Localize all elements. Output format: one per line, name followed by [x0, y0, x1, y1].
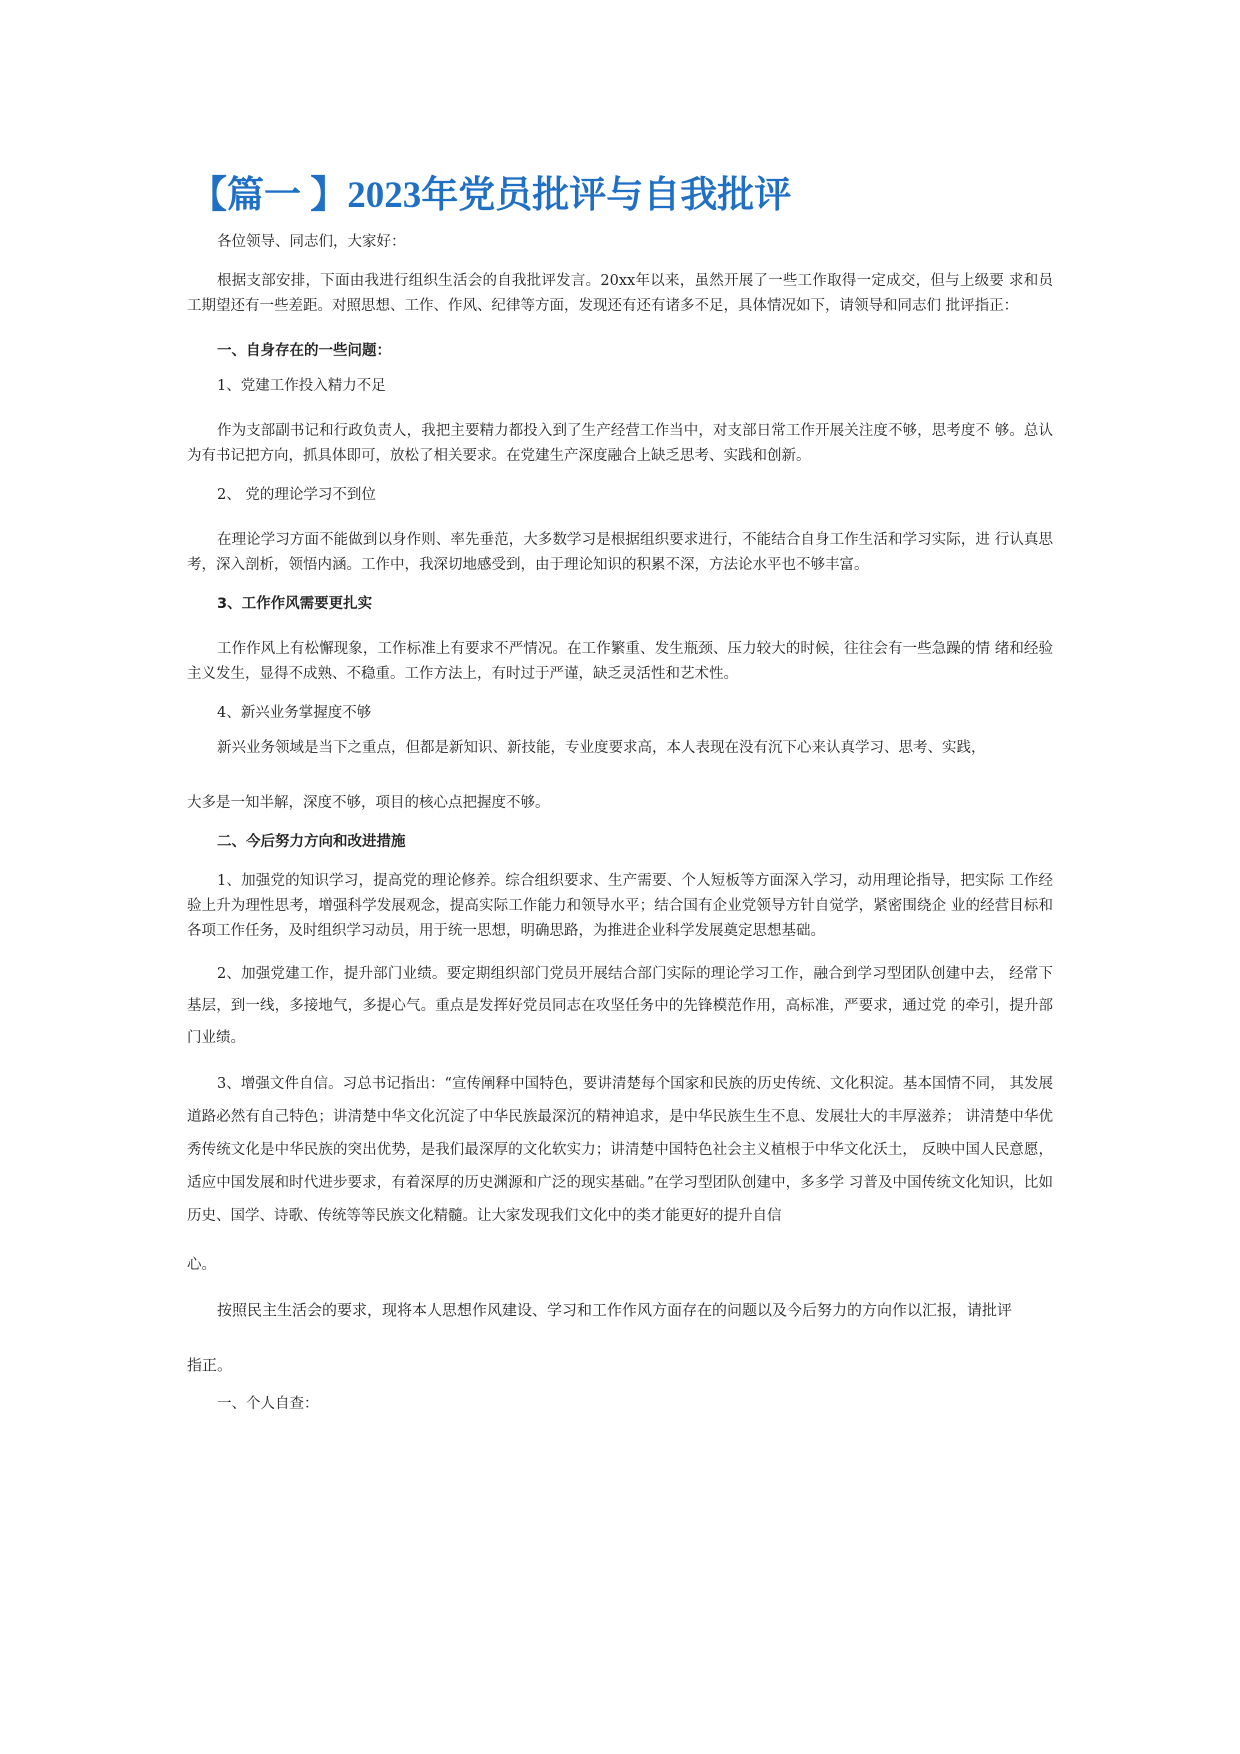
item1-title: 1、党建工作投入精力不足: [217, 378, 386, 394]
item1-paragraph: 作为支部副书记和行政负责人，我把主要精力都投入到了生产经营工作当中，对支部日常工作开展关注度不够，思考度不 够。总认为有书记把方向，抓具体即可，放松了相关要求。在党建生产深度融合上缺乏思考、实践和创新。: [187, 423, 1053, 464]
section1-heading: 一、自身存在的一些问题：: [217, 343, 391, 359]
document-body: [187, 230, 1053, 1417]
item4-paragraph-b: 大多是一知半解，深度不够，项目的核心点把握度不够。: [187, 795, 550, 811]
closing-paragraph-b: 指正。: [187, 1356, 233, 1374]
self-check-heading: 一、个人自查：: [217, 1396, 319, 1412]
intro-paragraph: 根据支部安排，下面由我进行组织生活会的自我批评发言。20xx年以来，虽然开展了一些工作取得一定成交，但与上级要 求和员工期望还有一些差距。对照思想、工作、作风、纪律等方面，发现还有还有诸多不足，具体情况如下，请领导和同志们 批评指正：: [187, 273, 1053, 314]
measure3-paragraph: 3、增强文件自信。习总书记指出：“宣传阐释中国特色，要讲清楚每个国家和民族的历史传统、文化积淀。基本国情不同， 其发展道路必然有自己特色；讲清楚中华文化沉淀了中华民族最深沉的精神追求，是中华民族生生不息、发展壮大的丰厚滋养； 讲清楚中华优秀传统文化是中华民族的突出优势，是我们最深厚的文化软实力；讲清楚中国特色社会主义植根于中华文化沃土， 反映中国人民意愿，适应中国发展和时代进步要求，有着深厚的历史渊源和广泛的现实基础。”在学习型团队创建中，多多学 习普及中国传统文化知识，比如历史、国学、诗歌、传统等等民族文化精髓。让大家发现我们文化中的类才能更好的提升自信: [187, 1076, 1053, 1224]
document-title: 【篇一 】2023年党员批评与自我批评: [190, 175, 792, 216]
closing-paragraph-a: 按照民主生活会的要求，现将本人思想作风建设、学习和工作作风方面存在的问题以及今后努力的方向作以汇报，请批评: [217, 1301, 1013, 1319]
item2-title: 2、 党的理论学习不到位: [217, 487, 376, 503]
measure1-paragraph: 1、加强党的知识学习，提高党的理论修养。综合组织要求、生产需要、个人短板等方面深入学习，动用理论指导，把实际 工作经验上升为理性思考，增强科学发展观念，提高实际工作能力和领导水平；结合国有企业党领导方针自觉学，紧密围绕企 业的经营目标和各项工作任务，及时组织学习动员，用于统一思想，明确思路，为推进企业科学发展奠定思想基础。: [187, 873, 1053, 939]
item3-paragraph: 工作作风上有松懈现象，工作标准上有要求不严情况。在工作繁重、发生瓶颈、压力较大的时候，往往会有一些急躁的情 绪和经验主义发生，显得不成熟、不稳重。工作方法上，有时过于严谨，缺乏灵活性和艺术性。: [187, 641, 1053, 682]
item4-paragraph-a: 新兴业务领域是当下之重点，但都是新知识、新技能，专业度要求高，本人表现在没有沉下心来认真学习、思考、实践，: [217, 740, 986, 756]
section2-heading: 二、今后努力方向和改进措施: [217, 834, 406, 850]
item2-paragraph: 在理论学习方面不能做到以身作则、率先垂范，大多数学习是根据组织要求进行，不能结合自身工作生活和学习实际，进 行认真思考，深入剖析，领悟内涵。工作中，我深切地感受到，由于理论知识的积累不深，方法论水平也不够丰富。: [187, 532, 1053, 573]
greeting: 各位领导、同志们，大家好：: [217, 234, 406, 250]
measure3-end: 心。: [187, 1257, 216, 1273]
measure2-paragraph: 2、加强党建工作，提升部门业绩。要定期组织部门党员开展结合部门实际的理论学习工作，融合到学习型团队创建中去， 经常下基层，到一线，多接地气，多提心气。重点是发挥好党员同志在攻坚任务中的先锋模范作用，高标准，严要求，通过党 的牵引，提升部门业绩。: [187, 966, 1053, 1046]
item3-title: 3、工作作风需要更扎实: [217, 596, 373, 612]
item4-title: 4、新兴业务掌握度不够: [217, 705, 372, 721]
